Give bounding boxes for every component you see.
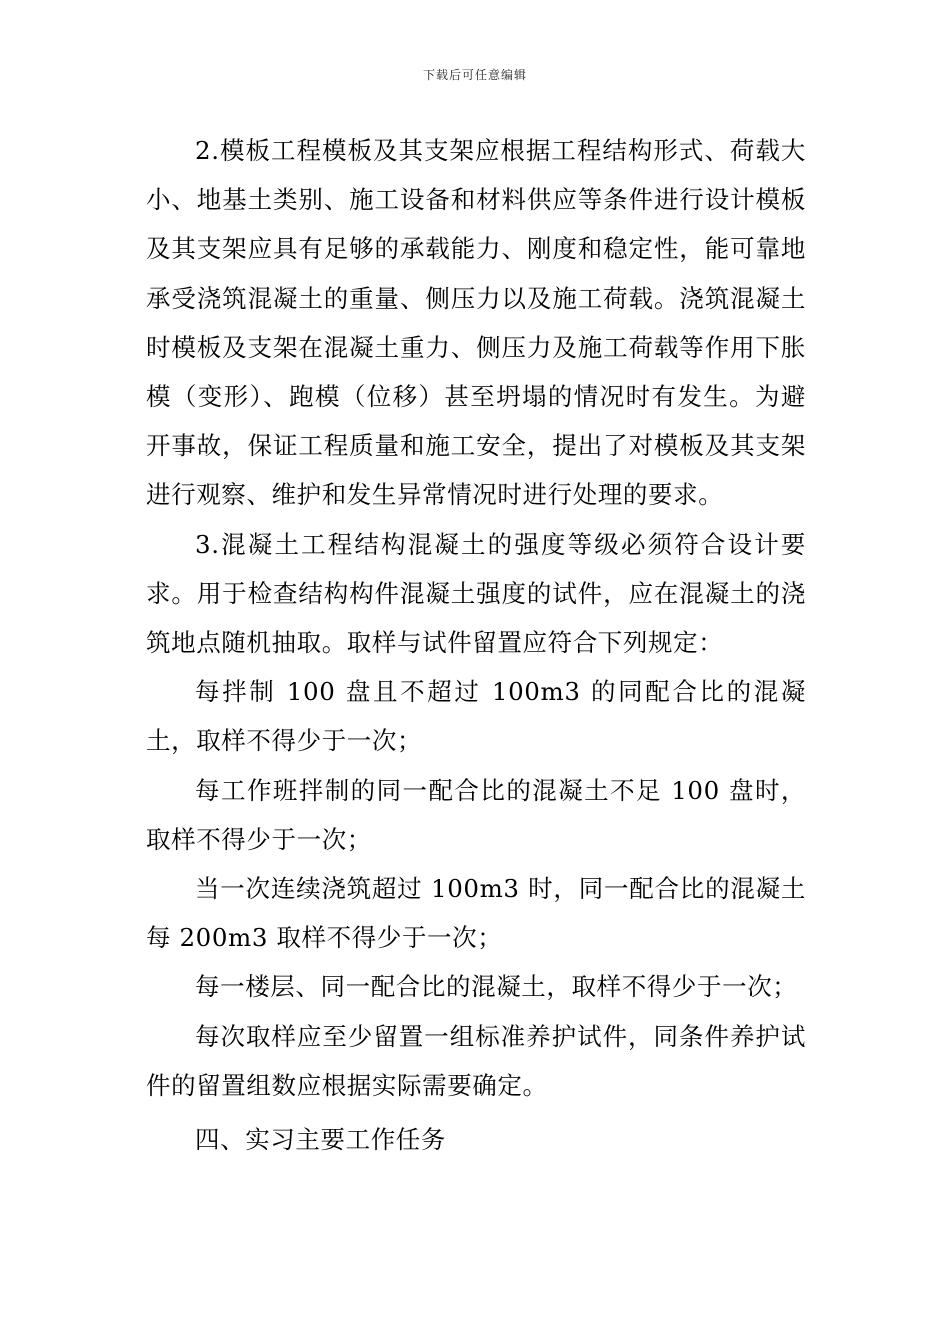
paragraph-rule-100-batches: 每拌制 100 盘且不超过 100m3 的同配合比的混凝土，取样不得少于一次； [146,677,806,756]
paragraph-formwork: 2.模板工程模板及其支架应根据工程结构形式、荷载大小、地基土类别、施工设备和材料供应等条件进行设计模板及其支架应具有足够的承载能力、刚度和稳定性，能可靠地承受浇筑混凝土的重量、侧压力以及施工荷载。浇筑混凝土时模板及支架在混凝土重力、侧压力及施工荷载等作用下胀模（变形）、跑模（位移）甚至坍塌的情况时有发生。为避开事故，保证工程质量和施工安全，提出了对模板及其支架进行观察、维护和发生异常情况时进行处理的要求。 [146,136,806,510]
paragraph-rule-curing: 每次取样应至少留置一组标准养护试件，同条件养护试件的留置组数应根据实际需要确定。 [146,1021,806,1100]
paragraph-rule-continuous-pour: 当一次连续浇筑超过 100m3 时，同一配合比的混凝土每 200m3 取样不得少于一次； [146,874,806,953]
document-body [146,126,806,1164]
paragraph-rule-per-shift: 每工作班拌制的同一配合比的混凝土不足 100 盘时，取样不得少于一次； [146,775,806,854]
section-heading-internship-tasks: 四、实习主要工作任务 [195,1125,446,1155]
paragraph-concrete: 3.混凝土工程结构混凝土的强度等级必须符合设计要求。用于检查结构构件混凝土强度的试件，应在混凝土的浇筑地点随机抽取。取样与试件留置应符合下列规定： [146,529,806,658]
paragraph-rule-per-floor: 每一楼层、同一配合比的混凝土，取样不得少于一次； [195,972,798,1002]
page-header: 下载后可任意编辑 [422,68,527,82]
